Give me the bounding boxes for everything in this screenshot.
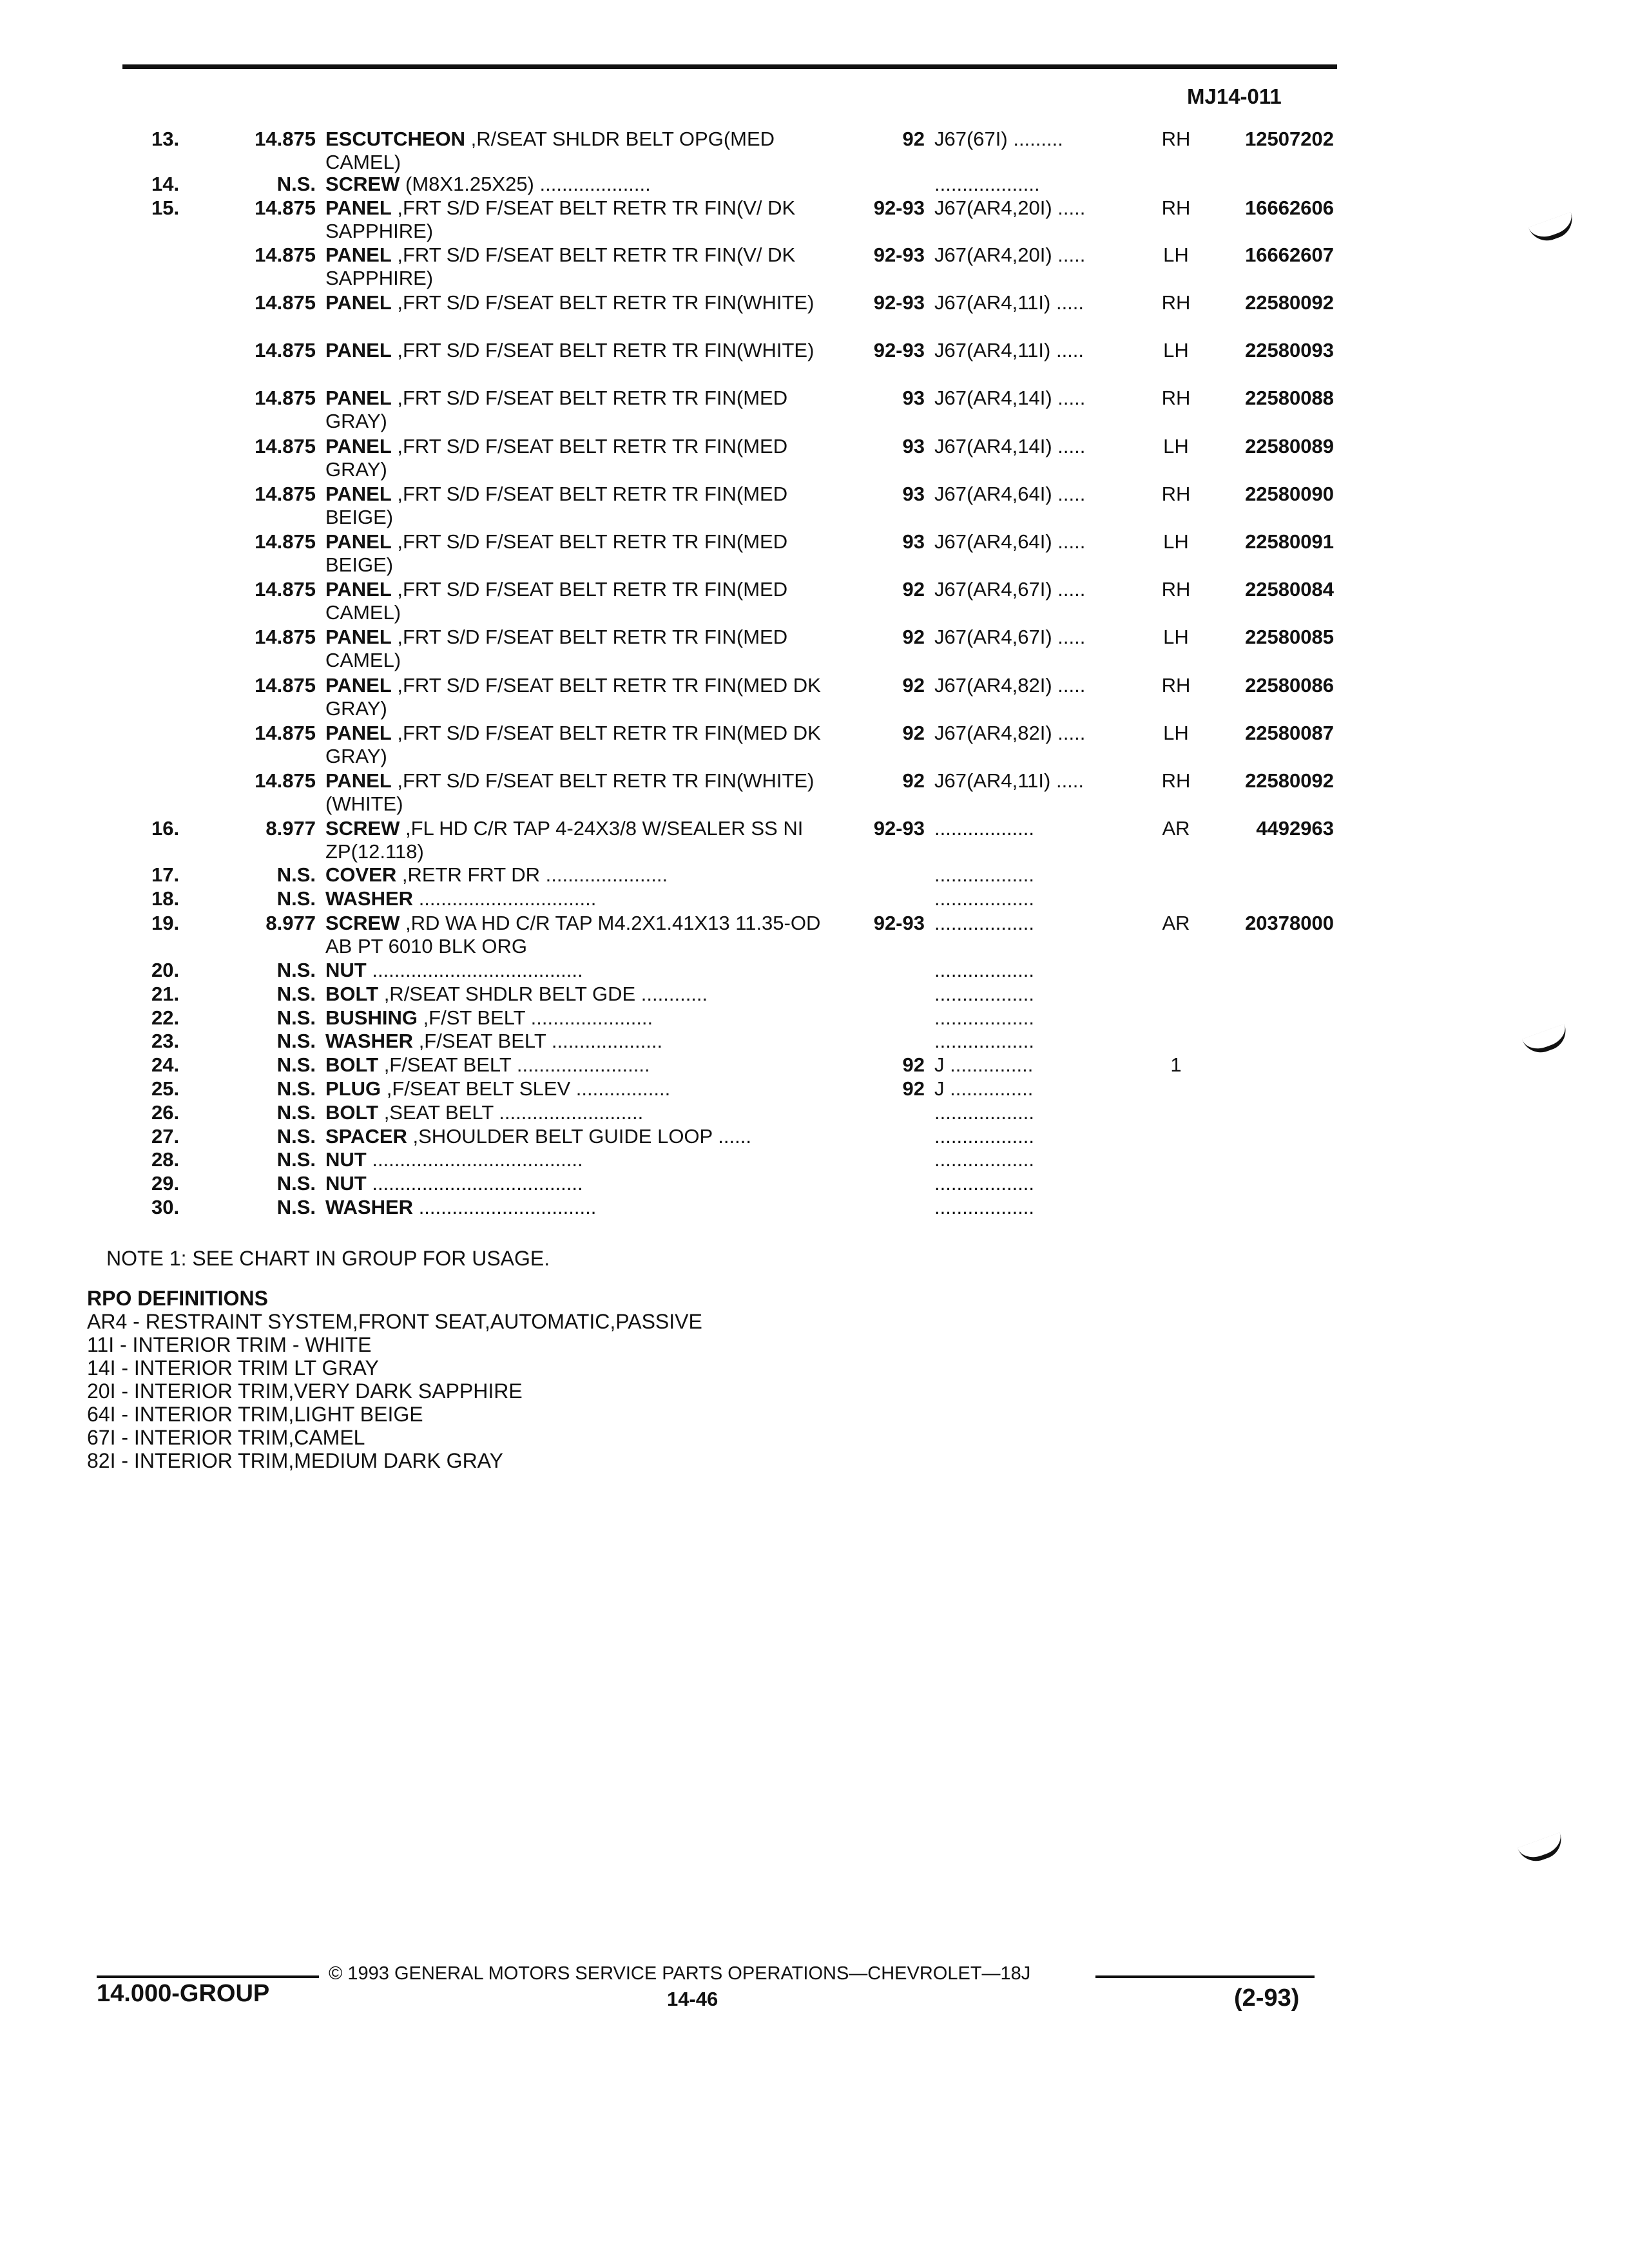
part-detail: ,FL HD C/R TAP 4-24X3/8 W/SEALER SS NI ZP(12.118) <box>325 817 804 863</box>
part-description <box>325 1006 841 1030</box>
part-name: PANEL <box>325 722 392 744</box>
part-description <box>325 1125 841 1148</box>
group-number: 14.875 <box>255 626 316 648</box>
part-description <box>325 530 841 577</box>
rpo-item: 82I - INTERIOR TRIM,MEDIUM DARK GRAY <box>87 1449 503 1472</box>
model-year: 92 <box>902 722 925 744</box>
part-detail: ,FRT S/D F/SEAT BELT RETR TR FIN(WHITE) <box>391 291 815 314</box>
part-description <box>325 197 841 243</box>
part-description <box>325 244 841 290</box>
part-description <box>325 578 841 624</box>
model-year: 93 <box>902 530 925 553</box>
part-name: PANEL <box>325 435 392 457</box>
part-detail: ...................................... <box>366 959 583 981</box>
part-name: PANEL <box>325 769 392 792</box>
part-name: PANEL <box>325 197 392 219</box>
part-detail: ,FRT S/D F/SEAT BELT RETR TR FIN(MED GRAY) <box>325 435 788 481</box>
part-name: PANEL <box>325 626 392 648</box>
part-description <box>325 1053 841 1077</box>
part-number: 16662607 <box>1245 244 1334 266</box>
part-detail: ,R/SEAT SHLDR BELT OPG(MED CAMEL) <box>325 128 775 173</box>
option-code: ................... <box>934 173 1040 195</box>
item-number: 15. <box>151 197 180 219</box>
rpo-definitions <box>87 1287 702 1472</box>
option-code: .................. <box>934 912 1035 934</box>
part-description <box>325 1077 841 1100</box>
part-detail: ................................ <box>413 1196 597 1218</box>
model-year: 92 <box>902 1053 925 1076</box>
rpo-item: 20I - INTERIOR TRIM,VERY DARK SAPPHIRE <box>87 1379 523 1403</box>
part-detail: ,FRT S/D F/SEAT BELT RETR TR FIN(WHITE) <box>391 339 815 361</box>
part-detail: ,FRT S/D F/SEAT BELT RETR TR FIN(MED CAMEL) <box>325 626 788 671</box>
footer-group: 14.000-GROUP <box>97 1980 270 2007</box>
quantity: RH <box>1161 483 1191 505</box>
part-name: ESCUTCHEON <box>325 128 466 150</box>
part-description <box>325 483 841 529</box>
part-name: PLUG <box>325 1077 381 1100</box>
option-code: .................. <box>934 983 1035 1005</box>
option-code: J ............... <box>934 1053 1034 1076</box>
rpo-item: AR4 - RESTRAINT SYSTEM,FRONT SEAT,AUTOMATIC,PASSIVE <box>87 1310 702 1333</box>
group-number: N.S. <box>276 1101 316 1124</box>
part-description <box>325 339 841 362</box>
part-detail: ,FRT S/D F/SEAT BELT RETR TR FIN(MED CAMEL) <box>325 578 788 624</box>
item-number: 14. <box>151 173 180 195</box>
option-code: J67(AR4,11I) ..... <box>934 291 1084 314</box>
group-number: N.S. <box>276 1030 316 1052</box>
rpo-item: 14I - INTERIOR TRIM LT GRAY <box>87 1356 379 1379</box>
option-code: J67(AR4,64I) ..... <box>934 483 1086 505</box>
item-number: 29. <box>151 1172 180 1195</box>
model-year: 92-93 <box>873 817 925 840</box>
part-detail: ,FRT S/D F/SEAT BELT RETR TR FIN(MED BEIGE) <box>325 530 788 576</box>
model-year: 92-93 <box>873 244 925 266</box>
part-description <box>325 674 841 720</box>
item-number: 24. <box>151 1053 180 1076</box>
group-number: N.S. <box>276 1125 316 1148</box>
option-code: J67(AR4,67I) ..... <box>934 626 1086 648</box>
option-code: J67(AR4,14I) ..... <box>934 435 1086 457</box>
part-name: BOLT <box>325 983 379 1005</box>
option-code: J67(AR4,20I) ..... <box>934 197 1086 219</box>
part-number: 4492963 <box>1256 817 1334 840</box>
option-code: .................. <box>934 1148 1035 1171</box>
option-code: J ............... <box>934 1077 1034 1100</box>
part-detail: ................................ <box>413 887 597 910</box>
item-number: 16. <box>151 817 180 840</box>
part-description <box>325 983 841 1006</box>
part-name: BUSHING <box>325 1006 418 1029</box>
item-number: 13. <box>151 128 180 150</box>
model-year: 93 <box>902 435 925 457</box>
part-detail: ,FRT S/D F/SEAT BELT RETR TR FIN(MED DK GRAY) <box>325 722 821 767</box>
group-number: 14.875 <box>255 769 316 792</box>
option-code: J67(AR4,82I) ..... <box>934 674 1086 697</box>
part-name: NUT <box>325 1172 367 1195</box>
model-year: 93 <box>902 483 925 505</box>
option-code: J67(AR4,67I) ..... <box>934 578 1086 601</box>
part-detail: ,F/SEAT BELT .................... <box>413 1030 663 1052</box>
usage-note: NOTE 1: SEE CHART IN GROUP FOR USAGE. <box>106 1247 550 1270</box>
part-description <box>325 863 841 887</box>
option-code: J67(AR4,64I) ..... <box>934 530 1086 553</box>
group-number: N.S. <box>276 1196 316 1218</box>
part-detail: ,FRT S/D F/SEAT BELT RETR TR FIN(WHITE)(WHITE) <box>325 769 815 815</box>
part-name: COVER <box>325 863 397 886</box>
part-description <box>325 1172 841 1195</box>
part-number: 22580089 <box>1245 435 1334 457</box>
part-number: 22580092 <box>1245 769 1334 792</box>
group-number: 8.977 <box>265 912 316 934</box>
group-number: 14.875 <box>255 128 316 150</box>
part-detail: ,RETR FRT DR ...................... <box>396 863 668 886</box>
part-number: 20378000 <box>1245 912 1334 934</box>
part-number: 22580092 <box>1245 291 1334 314</box>
group-number: 14.875 <box>255 530 316 553</box>
part-name: BOLT <box>325 1053 379 1076</box>
model-year: 92 <box>902 674 925 697</box>
part-detail: ,FRT S/D F/SEAT BELT RETR TR FIN(V/ DK SAPPHIRE) <box>325 244 796 289</box>
part-number: 22580091 <box>1245 530 1334 553</box>
footer-rule-right <box>1095 1975 1315 1978</box>
top-rule <box>122 64 1337 69</box>
rpo-title: RPO DEFINITIONS <box>87 1287 268 1310</box>
part-detail: ,FRT S/D F/SEAT BELT RETR TR FIN(MED DK GRAY) <box>325 674 821 720</box>
item-number: 30. <box>151 1196 180 1218</box>
document-code: MJ14-011 <box>1187 84 1282 108</box>
group-number: 14.875 <box>255 578 316 601</box>
item-number: 28. <box>151 1148 180 1171</box>
footer-rule-left <box>97 1975 319 1978</box>
item-number: 20. <box>151 959 180 981</box>
part-description <box>325 769 841 816</box>
option-code: J67(AR4,11I) ..... <box>934 769 1084 792</box>
option-code: .................. <box>934 887 1035 910</box>
group-number: N.S. <box>276 1053 316 1076</box>
part-name: PANEL <box>325 530 392 553</box>
option-code: J67(AR4,14I) ..... <box>934 387 1086 409</box>
part-number: 22580087 <box>1245 722 1334 744</box>
quantity: RH <box>1161 197 1191 219</box>
part-description <box>325 959 841 982</box>
option-code: .................. <box>934 1172 1035 1195</box>
part-number: 22580085 <box>1245 626 1334 648</box>
part-name: WASHER <box>325 1196 414 1218</box>
group-number: N.S. <box>276 1148 316 1171</box>
part-detail: ,SHOULDER BELT GUIDE LOOP ...... <box>407 1125 751 1148</box>
group-number: N.S. <box>276 173 316 195</box>
quantity: RH <box>1161 769 1191 792</box>
option-code: .................. <box>934 1101 1035 1124</box>
part-description <box>325 1148 841 1171</box>
option-code: .................. <box>934 863 1035 886</box>
group-number: 14.875 <box>255 674 316 697</box>
group-number: N.S. <box>276 1006 316 1029</box>
item-number: 26. <box>151 1101 180 1124</box>
part-description <box>325 387 841 433</box>
option-code: .................. <box>934 959 1035 981</box>
item-number: 21. <box>151 983 180 1005</box>
model-year: 92 <box>902 769 925 792</box>
part-description <box>325 722 841 768</box>
model-year: 93 <box>902 387 925 409</box>
group-number: N.S. <box>276 1172 316 1195</box>
part-name: PANEL <box>325 291 392 314</box>
option-code: .................. <box>934 1196 1035 1218</box>
part-description <box>325 887 841 910</box>
model-year: 92 <box>902 1077 925 1100</box>
model-year: 92-93 <box>873 912 925 934</box>
group-number: N.S. <box>276 863 316 886</box>
part-detail: ,SEAT BELT .......................... <box>378 1101 644 1124</box>
part-name: SCREW <box>325 912 400 934</box>
quantity: 1 <box>1170 1053 1182 1076</box>
part-detail: ,FRT S/D F/SEAT BELT RETR TR FIN(MED BEIGE) <box>325 483 788 528</box>
part-detail: ,F/SEAT BELT SLEV ................. <box>381 1077 671 1100</box>
part-description <box>325 1101 841 1124</box>
rpo-item: 64I - INTERIOR TRIM,LIGHT BEIGE <box>87 1403 423 1426</box>
part-name: SPACER <box>325 1125 407 1148</box>
model-year: 92 <box>902 626 925 648</box>
part-name: PANEL <box>325 483 392 505</box>
group-number: 14.875 <box>255 722 316 744</box>
part-name: WASHER <box>325 1030 414 1052</box>
quantity: LH <box>1163 626 1189 648</box>
part-name: WASHER <box>325 887 414 910</box>
part-detail: ,RD WA HD C/R TAP M4.2X1.41X13 11.35-OD AB PT 6010 BLK ORG <box>325 912 821 957</box>
option-code: .................. <box>934 1030 1035 1052</box>
model-year: 92-93 <box>873 197 925 219</box>
quantity: LH <box>1163 244 1189 266</box>
quantity: RH <box>1161 128 1191 150</box>
part-description <box>325 912 841 958</box>
part-detail: ,FRT S/D F/SEAT BELT RETR TR FIN(MED GRAY) <box>325 387 788 432</box>
group-number: 14.875 <box>255 483 316 505</box>
option-code: .................. <box>934 1006 1035 1029</box>
part-number: 22580093 <box>1245 339 1334 361</box>
option-code: .................. <box>934 1125 1035 1148</box>
part-description <box>325 1030 841 1053</box>
part-number: 22580086 <box>1245 674 1334 697</box>
part-description <box>325 291 841 314</box>
part-number: 16662606 <box>1245 197 1334 219</box>
margin-mark <box>1528 212 1577 246</box>
item-number: 22. <box>151 1006 180 1029</box>
group-number: N.S. <box>276 1077 316 1100</box>
option-code: .................. <box>934 817 1035 840</box>
part-detail: (M8X1.25X25) .................... <box>400 173 651 195</box>
item-number: 27. <box>151 1125 180 1148</box>
quantity: RH <box>1161 674 1191 697</box>
part-detail: ,FRT S/D F/SEAT BELT RETR TR FIN(V/ DK SAPPHIRE) <box>325 197 796 242</box>
part-number: 12507202 <box>1245 128 1334 150</box>
group-number: 14.875 <box>255 197 316 219</box>
option-code: J67(AR4,11I) ..... <box>934 339 1084 361</box>
item-number: 25. <box>151 1077 180 1100</box>
part-name: PANEL <box>325 387 392 409</box>
part-description <box>325 128 841 174</box>
part-number: 22580090 <box>1245 483 1334 505</box>
part-detail: ...................................... <box>366 1172 583 1195</box>
group-number: 8.977 <box>265 817 316 840</box>
part-description <box>325 1196 841 1219</box>
part-name: BOLT <box>325 1101 379 1124</box>
item-number: 17. <box>151 863 180 886</box>
item-number: 19. <box>151 912 180 934</box>
model-year: 92 <box>902 578 925 601</box>
rpo-item: 67I - INTERIOR TRIM,CAMEL <box>87 1426 365 1449</box>
part-description <box>325 173 841 196</box>
part-description <box>325 626 841 672</box>
quantity: LH <box>1163 530 1189 553</box>
part-description <box>325 435 841 481</box>
part-description <box>325 817 841 863</box>
margin-mark <box>1522 1024 1571 1058</box>
model-year: 92 <box>902 128 925 150</box>
footer-date: (2-93) <box>1234 1984 1300 2012</box>
part-name: PANEL <box>325 674 392 697</box>
part-detail: ,F/SEAT BELT ........................ <box>378 1053 650 1076</box>
quantity: RH <box>1161 578 1191 601</box>
group-number: 14.875 <box>255 291 316 314</box>
group-number: 14.875 <box>255 387 316 409</box>
quantity: AR <box>1162 912 1190 934</box>
quantity: LH <box>1163 435 1189 457</box>
model-year: 92-93 <box>873 291 925 314</box>
part-name: PANEL <box>325 244 392 266</box>
model-year: 92-93 <box>873 339 925 361</box>
option-code: J67(AR4,82I) ..... <box>934 722 1086 744</box>
quantity: LH <box>1163 339 1189 361</box>
footer-page-number: 14-46 <box>667 1988 718 2010</box>
part-detail: ,F/ST BELT ...................... <box>417 1006 653 1029</box>
option-code: J67(AR4,20I) ..... <box>934 244 1086 266</box>
group-number: N.S. <box>276 887 316 910</box>
part-number: 22580088 <box>1245 387 1334 409</box>
part-name: SCREW <box>325 817 400 840</box>
item-number: 18. <box>151 887 180 910</box>
part-name: PANEL <box>325 578 392 601</box>
rpo-item: 11I - INTERIOR TRIM - WHITE <box>87 1333 372 1356</box>
quantity: LH <box>1163 722 1189 744</box>
part-name: PANEL <box>325 339 392 361</box>
part-detail: ,R/SEAT SHDLR BELT GDE ............ <box>378 983 708 1005</box>
part-name: NUT <box>325 959 367 981</box>
group-number: N.S. <box>276 959 316 981</box>
part-name: NUT <box>325 1148 367 1171</box>
margin-mark <box>1518 1832 1566 1867</box>
group-number: 14.875 <box>255 339 316 361</box>
group-number: 14.875 <box>255 435 316 457</box>
part-number: 22580084 <box>1245 578 1334 601</box>
quantity: RH <box>1161 291 1191 314</box>
part-detail: ...................................... <box>366 1148 583 1171</box>
group-number: N.S. <box>276 983 316 1005</box>
option-code: J67(67I) ......... <box>934 128 1063 150</box>
quantity: RH <box>1161 387 1191 409</box>
quantity: AR <box>1162 817 1190 840</box>
item-number: 23. <box>151 1030 180 1052</box>
part-name: SCREW <box>325 173 400 195</box>
footer-copyright: © 1993 GENERAL MOTORS SERVICE PARTS OPERATIONS—CHEVROLET—18J <box>329 1963 1031 1984</box>
group-number: 14.875 <box>255 244 316 266</box>
